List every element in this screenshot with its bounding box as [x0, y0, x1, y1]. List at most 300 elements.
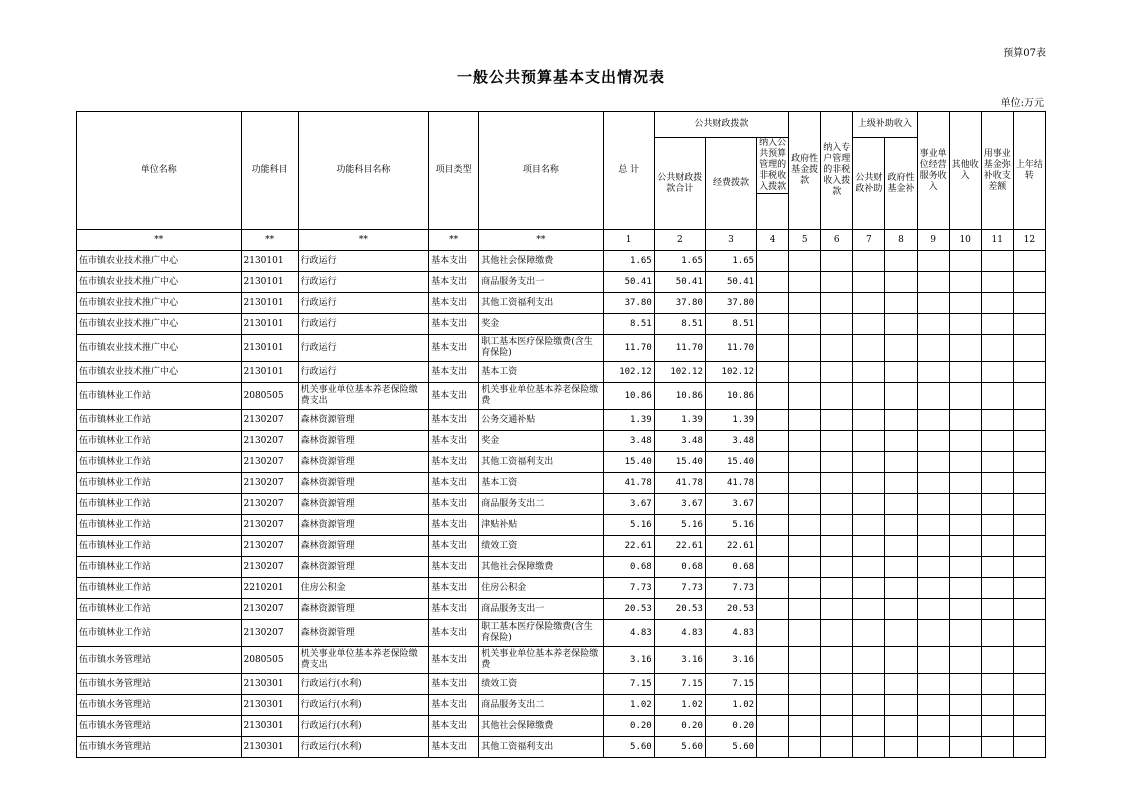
func-name-cell: 森林资源管理: [298, 536, 428, 557]
empty-cell: [949, 473, 981, 494]
col-func-code: 功能科目: [241, 112, 298, 230]
table-row: [77, 737, 1046, 758]
empty-cell: [917, 362, 949, 383]
empty-cell: [949, 431, 981, 452]
empty-cell: [949, 536, 981, 557]
unit-cell: 伍市镇林业工作站: [77, 620, 242, 647]
empty-cell: [917, 536, 949, 557]
table-row: [77, 410, 1046, 431]
func-name-cell: 住房公积金: [298, 578, 428, 599]
col-special-nontax: 纳入专户管理的非税收入拨款: [821, 112, 853, 230]
empty-cell: [1013, 515, 1045, 536]
empty-cell: [949, 272, 981, 293]
empty-cell: [789, 410, 821, 431]
empty-cell: [757, 695, 789, 716]
item-type-cell: 基本支出: [429, 431, 479, 452]
unit-cell: 伍市镇林业工作站: [77, 578, 242, 599]
func-name-cell: 行政运行: [298, 362, 428, 383]
table-row: [77, 716, 1046, 737]
empty-cell: [1013, 716, 1045, 737]
item-name-cell: 绩效工资: [479, 536, 603, 557]
total-cell: 102.12: [603, 362, 654, 383]
empty-cell: [885, 410, 917, 431]
empty-cell: [853, 452, 885, 473]
empty-cell: [789, 695, 821, 716]
pf-subtotal-cell: 4.83: [654, 620, 705, 647]
empty-cell: [917, 695, 949, 716]
empty-cell: [1013, 335, 1045, 362]
item-type-cell: 基本支出: [429, 599, 479, 620]
col-pf-expense: 经费拨款: [705, 138, 756, 230]
col-item-name: 项目名称: [479, 112, 603, 230]
pf-subtotal-cell: 8.51: [654, 314, 705, 335]
func-code-cell: 2130301: [241, 716, 298, 737]
empty-cell: [789, 737, 821, 758]
col-pf-nontax: 纳入公共预算管理的非税收入拨款: [757, 138, 789, 194]
total-cell: 11.70: [603, 335, 654, 362]
index-cell: 7: [853, 230, 885, 251]
unit-cell: 伍市镇水务管理站: [77, 716, 242, 737]
unit-cell: 伍市镇农业技术推广中心: [77, 251, 242, 272]
empty-cell: [853, 674, 885, 695]
unit-cell: 伍市镇林业工作站: [77, 557, 242, 578]
table-row: [77, 383, 1046, 410]
empty-cell: [981, 716, 1013, 737]
total-cell: 4.83: [603, 620, 654, 647]
empty-cell: [853, 494, 885, 515]
col-item-type: 项目类型: [429, 112, 479, 230]
empty-cell: [789, 383, 821, 410]
empty-cell: [885, 452, 917, 473]
empty-cell: [789, 647, 821, 674]
empty-cell: [757, 383, 789, 410]
pf-expense-cell: 1.39: [705, 410, 756, 431]
budget-table: [76, 111, 1046, 758]
total-cell: 3.67: [603, 494, 654, 515]
empty-cell: [885, 383, 917, 410]
table-header: [77, 112, 1046, 230]
empty-cell: [757, 494, 789, 515]
pf-subtotal-cell: 0.68: [654, 557, 705, 578]
empty-cell: [885, 737, 917, 758]
pf-expense-cell: 8.51: [705, 314, 756, 335]
empty-cell: [981, 251, 1013, 272]
func-name-cell: 森林资源管理: [298, 431, 428, 452]
empty-cell: [917, 716, 949, 737]
empty-cell: [821, 272, 853, 293]
empty-cell: [821, 494, 853, 515]
index-cell: **: [241, 230, 298, 251]
item-name-cell: 住房公积金: [479, 578, 603, 599]
empty-cell: [949, 716, 981, 737]
empty-cell: [1013, 620, 1045, 647]
empty-cell: [757, 647, 789, 674]
table-row: [77, 335, 1046, 362]
pf-expense-cell: 3.48: [705, 431, 756, 452]
empty-cell: [757, 473, 789, 494]
empty-cell: [981, 473, 1013, 494]
empty-cell: [917, 410, 949, 431]
pf-expense-cell: 22.61: [705, 536, 756, 557]
empty-cell: [949, 362, 981, 383]
empty-cell: [757, 452, 789, 473]
index-cell: 11: [981, 230, 1013, 251]
empty-cell: [981, 536, 1013, 557]
func-name-cell: 行政运行(水利): [298, 737, 428, 758]
index-cell: 5: [789, 230, 821, 251]
item-name-cell: 其他工资福利支出: [479, 293, 603, 314]
col-other-income: 其他收入: [949, 112, 981, 230]
pf-subtotal-cell: 0.20: [654, 716, 705, 737]
pf-expense-cell: 1.65: [705, 251, 756, 272]
empty-cell: [853, 647, 885, 674]
item-name-cell: 公务交通补贴: [479, 410, 603, 431]
empty-cell: [1013, 737, 1045, 758]
item-type-cell: 基本支出: [429, 647, 479, 674]
item-type-cell: 基本支出: [429, 473, 479, 494]
col-func-name: 功能科目名称: [298, 112, 428, 230]
func-name-cell: 行政运行: [298, 272, 428, 293]
pf-subtotal-cell: 5.60: [654, 737, 705, 758]
empty-cell: [917, 335, 949, 362]
table-row: [77, 515, 1046, 536]
empty-cell: [757, 410, 789, 431]
empty-cell: [757, 251, 789, 272]
empty-cell: [757, 293, 789, 314]
pf-subtotal-cell: 3.48: [654, 431, 705, 452]
empty-cell: [757, 314, 789, 335]
item-type-cell: 基本支出: [429, 578, 479, 599]
empty-cell: [949, 314, 981, 335]
empty-cell: [853, 383, 885, 410]
empty-cell: [757, 431, 789, 452]
empty-cell: [821, 383, 853, 410]
total-cell: 20.53: [603, 599, 654, 620]
unit-cell: 伍市镇林业工作站: [77, 599, 242, 620]
unit-cell: 伍市镇林业工作站: [77, 383, 242, 410]
empty-cell: [1013, 272, 1045, 293]
empty-cell: [885, 695, 917, 716]
func-name-cell: 行政运行: [298, 293, 428, 314]
pf-subtotal-cell: 11.70: [654, 335, 705, 362]
empty-cell: [853, 557, 885, 578]
unit-label: 单位:万元: [1000, 98, 1044, 109]
empty-cell: [917, 431, 949, 452]
pf-expense-cell: 15.40: [705, 452, 756, 473]
empty-cell: [949, 620, 981, 647]
item-name-cell: 基本工资: [479, 473, 603, 494]
empty-cell: [917, 272, 949, 293]
col-total: 总 计: [603, 112, 654, 230]
func-name-cell: 行政运行(水利): [298, 716, 428, 737]
total-cell: 5.60: [603, 737, 654, 758]
empty-cell: [981, 452, 1013, 473]
empty-cell: [853, 473, 885, 494]
total-cell: 41.78: [603, 473, 654, 494]
empty-cell: [789, 335, 821, 362]
empty-cell: [789, 536, 821, 557]
empty-cell: [789, 452, 821, 473]
total-cell: 50.41: [603, 272, 654, 293]
empty-cell: [1013, 314, 1045, 335]
index-cell: 8: [885, 230, 917, 251]
unit-cell: 伍市镇农业技术推广中心: [77, 335, 242, 362]
item-type-cell: 基本支出: [429, 314, 479, 335]
col-pf-subtotal: 公共财政拨款合计: [654, 138, 705, 230]
empty-cell: [757, 557, 789, 578]
empty-cell: [885, 716, 917, 737]
empty-cell: [789, 620, 821, 647]
empty-cell: [885, 431, 917, 452]
func-code-cell: 2130207: [241, 620, 298, 647]
empty-cell: [853, 272, 885, 293]
total-cell: 0.68: [603, 557, 654, 578]
func-code-cell: 2130101: [241, 335, 298, 362]
item-name-cell: 职工基本医疗保险缴费(含生育保险): [479, 620, 603, 647]
table-row: [77, 272, 1046, 293]
empty-cell: [981, 335, 1013, 362]
func-name-cell: 森林资源管理: [298, 452, 428, 473]
pf-expense-cell: 5.60: [705, 737, 756, 758]
index-cell: 3: [705, 230, 756, 251]
total-cell: 1.65: [603, 251, 654, 272]
total-cell: 10.86: [603, 383, 654, 410]
unit-cell: 伍市镇水务管理站: [77, 695, 242, 716]
item-type-cell: 基本支出: [429, 620, 479, 647]
empty-cell: [1013, 251, 1045, 272]
empty-cell: [885, 494, 917, 515]
table-row: [77, 620, 1046, 647]
empty-cell: [789, 494, 821, 515]
empty-cell: [949, 578, 981, 599]
empty-cell: [981, 737, 1013, 758]
func-code-cell: 2130301: [241, 695, 298, 716]
empty-cell: [853, 578, 885, 599]
pf-expense-cell: 37.80: [705, 293, 756, 314]
item-type-cell: 基本支出: [429, 515, 479, 536]
table-row: [77, 578, 1046, 599]
table-row: [77, 293, 1046, 314]
empty-cell: [885, 515, 917, 536]
empty-cell: [917, 737, 949, 758]
table-row: [77, 647, 1046, 674]
empty-cell: [789, 251, 821, 272]
table-row: [77, 314, 1046, 335]
empty-cell: [757, 674, 789, 695]
col-unit-name: 单位名称: [77, 112, 242, 230]
empty-cell: [789, 314, 821, 335]
total-cell: 3.16: [603, 647, 654, 674]
pf-subtotal-cell: 7.15: [654, 674, 705, 695]
empty-cell: [981, 383, 1013, 410]
func-code-cell: 2210201: [241, 578, 298, 599]
item-type-cell: 基本支出: [429, 674, 479, 695]
empty-cell: [821, 599, 853, 620]
empty-cell: [821, 293, 853, 314]
index-cell: 6: [821, 230, 853, 251]
total-cell: 15.40: [603, 452, 654, 473]
item-name-cell: 其他社会保障缴费: [479, 251, 603, 272]
empty-cell: [949, 410, 981, 431]
table-row: [77, 695, 1046, 716]
empty-cell: [757, 362, 789, 383]
item-name-cell: 奖金: [479, 431, 603, 452]
item-type-cell: 基本支出: [429, 494, 479, 515]
table-row: [77, 251, 1046, 272]
item-name-cell: 其他工资福利支出: [479, 737, 603, 758]
func-code-cell: 2130101: [241, 362, 298, 383]
empty-cell: [917, 515, 949, 536]
func-code-cell: 2130207: [241, 473, 298, 494]
empty-cell: [885, 335, 917, 362]
col-reserve: 用事业基金弥补收支差额: [981, 112, 1013, 230]
index-cell: 1: [603, 230, 654, 251]
pf-subtotal-cell: 1.02: [654, 695, 705, 716]
func-code-cell: 2130207: [241, 494, 298, 515]
table-row: [77, 674, 1046, 695]
pf-expense-cell: 0.20: [705, 716, 756, 737]
pf-expense-cell: 11.70: [705, 335, 756, 362]
table-row: [77, 473, 1046, 494]
pf-expense-cell: 7.15: [705, 674, 756, 695]
pf-expense-cell: 4.83: [705, 620, 756, 647]
empty-cell: [885, 578, 917, 599]
item-name-cell: 基本工资: [479, 362, 603, 383]
table-row: [77, 362, 1046, 383]
table-row: [77, 599, 1046, 620]
empty-cell: [789, 272, 821, 293]
empty-cell: [949, 251, 981, 272]
empty-cell: [1013, 557, 1045, 578]
func-name-cell: 森林资源管理: [298, 557, 428, 578]
item-type-cell: 基本支出: [429, 251, 479, 272]
empty-cell: [821, 737, 853, 758]
empty-cell: [1013, 536, 1045, 557]
table-row: [77, 431, 1046, 452]
pf-subtotal-cell: 37.80: [654, 293, 705, 314]
empty-cell: [885, 473, 917, 494]
item-name-cell: 绩效工资: [479, 674, 603, 695]
index-cell: **: [429, 230, 479, 251]
empty-cell: [789, 674, 821, 695]
empty-cell: [821, 578, 853, 599]
empty-cell: [949, 599, 981, 620]
empty-cell: [853, 515, 885, 536]
pf-subtotal-cell: 5.16: [654, 515, 705, 536]
empty-cell: [821, 536, 853, 557]
empty-cell: [853, 431, 885, 452]
empty-cell: [853, 599, 885, 620]
pf-subtotal-cell: 10.86: [654, 383, 705, 410]
empty-cell: [789, 515, 821, 536]
table-row: [77, 557, 1046, 578]
empty-cell: [981, 557, 1013, 578]
empty-cell: [821, 515, 853, 536]
empty-cell: [853, 314, 885, 335]
func-code-cell: 2130101: [241, 251, 298, 272]
empty-cell: [981, 410, 1013, 431]
empty-cell: [1013, 452, 1045, 473]
func-name-cell: 机关事业单位基本养老保险缴费支出: [298, 383, 428, 410]
empty-cell: [981, 431, 1013, 452]
empty-cell: [949, 515, 981, 536]
total-cell: 1.39: [603, 410, 654, 431]
empty-cell: [1013, 599, 1045, 620]
unit-cell: 伍市镇林业工作站: [77, 515, 242, 536]
unit-cell: 伍市镇水务管理站: [77, 737, 242, 758]
func-code-cell: 2130207: [241, 452, 298, 473]
pf-subtotal-cell: 15.40: [654, 452, 705, 473]
empty-cell: [757, 620, 789, 647]
pf-subtotal-cell: 20.53: [654, 599, 705, 620]
item-type-cell: 基本支出: [429, 716, 479, 737]
form-code: 预算07表: [1003, 48, 1046, 59]
empty-cell: [917, 383, 949, 410]
item-name-cell: 机关事业单位基本养老保险缴费: [479, 383, 603, 410]
empty-cell: [885, 251, 917, 272]
empty-cell: [821, 314, 853, 335]
func-name-cell: 行政运行: [298, 251, 428, 272]
pf-expense-cell: 7.73: [705, 578, 756, 599]
pf-subtotal-cell: 41.78: [654, 473, 705, 494]
pf-subtotal-cell: 7.73: [654, 578, 705, 599]
unit-cell: 伍市镇林业工作站: [77, 410, 242, 431]
item-name-cell: 其他社会保障缴费: [479, 716, 603, 737]
total-cell: 3.48: [603, 431, 654, 452]
item-name-cell: 商品服务支出一: [479, 599, 603, 620]
func-code-cell: 2130207: [241, 536, 298, 557]
empty-cell: [1013, 494, 1045, 515]
pf-expense-cell: 3.67: [705, 494, 756, 515]
func-code-cell: 2130207: [241, 431, 298, 452]
func-code-cell: 2130207: [241, 410, 298, 431]
empty-cell: [853, 716, 885, 737]
empty-cell: [853, 251, 885, 272]
empty-cell: [949, 494, 981, 515]
empty-cell: [821, 557, 853, 578]
item-type-cell: 基本支出: [429, 557, 479, 578]
empty-cell: [821, 473, 853, 494]
total-cell: 8.51: [603, 314, 654, 335]
empty-cell: [1013, 578, 1045, 599]
empty-cell: [821, 695, 853, 716]
empty-cell: [1013, 674, 1045, 695]
index-cell: **: [479, 230, 603, 251]
empty-cell: [949, 452, 981, 473]
empty-cell: [885, 314, 917, 335]
total-cell: 37.80: [603, 293, 654, 314]
unit-cell: 伍市镇林业工作站: [77, 536, 242, 557]
unit-cell: 伍市镇林业工作站: [77, 494, 242, 515]
pf-subtotal-cell: 1.39: [654, 410, 705, 431]
total-cell: 22.61: [603, 536, 654, 557]
empty-cell: [853, 695, 885, 716]
func-code-cell: 2130301: [241, 737, 298, 758]
empty-cell: [917, 251, 949, 272]
unit-cell: 伍市镇林业工作站: [77, 473, 242, 494]
index-cell: 2: [654, 230, 705, 251]
empty-cell: [981, 620, 1013, 647]
empty-cell: [981, 293, 1013, 314]
func-code-cell: 2080505: [241, 383, 298, 410]
empty-cell: [757, 578, 789, 599]
table-row: [77, 452, 1046, 473]
empty-cell: [853, 335, 885, 362]
empty-cell: [789, 293, 821, 314]
empty-cell: [1013, 383, 1045, 410]
func-name-cell: 行政运行: [298, 314, 428, 335]
empty-cell: [853, 620, 885, 647]
